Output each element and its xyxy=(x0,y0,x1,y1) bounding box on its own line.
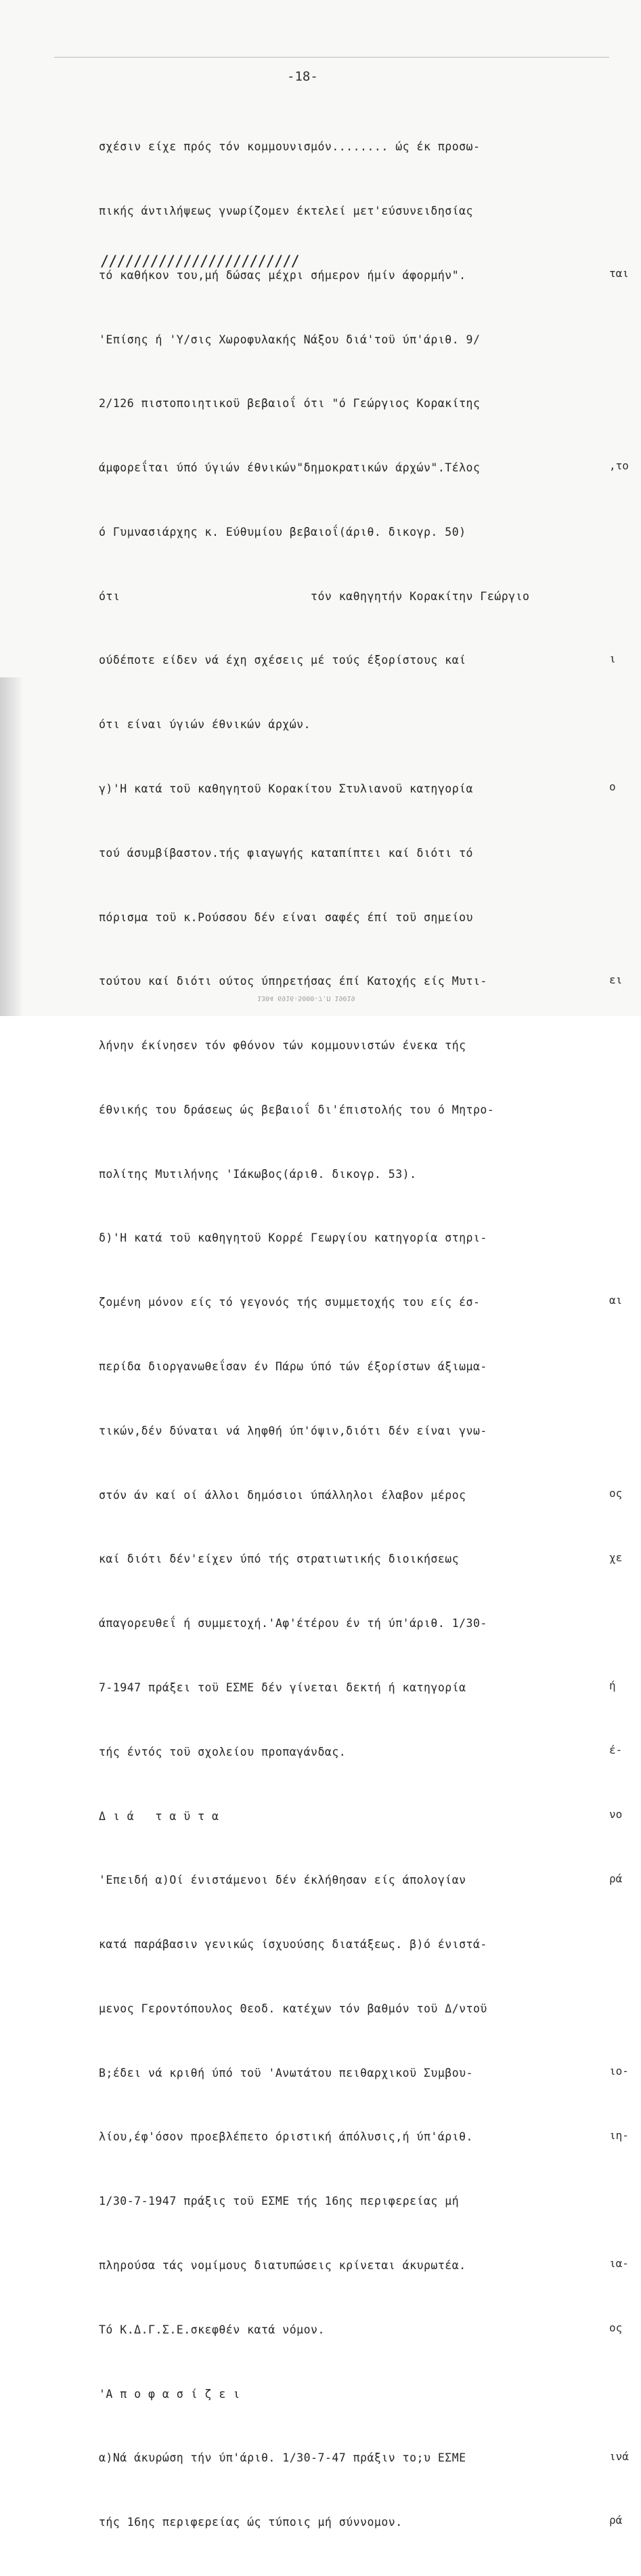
text-line: 7-1947 πράξει τοϋ ΕΣΜΕ δέν γίνεται δεκτή ή κατηγορία xyxy=(99,1681,466,1694)
margin-line xyxy=(609,1418,641,1440)
text-line: κατά παράβασιν γενικώς ίσχυούσης διατάξεως. β)ό ένιστά- xyxy=(99,1938,487,1951)
text-line: τούτου καί διότι ούτος ύπηρετήσας έπί Κατοχής είς Μυτι- xyxy=(99,975,487,988)
text-line: άπαγορευθεΐ ή συμμετοχή.'Αφ'έτέρου έν τή ύπ'άριθ. 1/30- xyxy=(99,1617,487,1630)
margin-line: ει xyxy=(609,973,623,986)
margin-line: ται xyxy=(609,266,629,280)
text-line: α)Νά άκυρώση τήν ύπ'άριθ. 1/30-7-47 πράξιν το;υ ΕΣΜΕ xyxy=(99,2451,466,2465)
text-line: τό καθήκον του,μή δώσας μέχρι σήμερον ήμίν άφορμήν". xyxy=(99,268,466,282)
margin-line xyxy=(609,841,641,862)
left-binding-shadow xyxy=(0,677,23,1016)
margin-line: ιο- xyxy=(609,2064,629,2077)
text-line: λήνην έκίνησεν τόν φθόνον τών κομμουνιστών ένεκα τής xyxy=(99,1039,466,1053)
margin-line xyxy=(609,584,641,606)
page-number: -18- xyxy=(287,69,318,84)
margin-line xyxy=(609,712,641,734)
margin-line xyxy=(609,1996,641,2018)
text-line: ζομένη μόνον είς τό γεγονός τής συμμετοχής του είς έσ- xyxy=(99,1296,481,1309)
margin-line xyxy=(609,1611,641,1632)
margin-line xyxy=(609,327,641,349)
margin-line xyxy=(609,1932,641,1954)
margin-line: ο xyxy=(609,780,616,794)
margin-line: χε xyxy=(609,1550,623,1564)
footer-print-mark: 1304 6916-5000-7.Π 19019 xyxy=(257,994,355,1002)
text-line: ότι τόν καθηγητήν Κορακίτην Γεώργιο xyxy=(99,589,530,603)
text-line: 1/30-7-1947 πράξις τοϋ ΕΣΜΕ τής 16ης περιφερείας μή xyxy=(99,2195,460,2208)
text-line: Τό Κ.Δ.Γ.Σ.Ε.σκεφθέν κατά νόμον. xyxy=(99,2323,325,2336)
margin-line xyxy=(609,198,641,220)
margin-line: ή xyxy=(609,1679,616,1693)
margin-line xyxy=(609,1162,641,1183)
text-line: πληρούσα τάς νομίμους διατυπώσεις κρίνεται άκυρωτέα. xyxy=(99,2258,466,2272)
text-line: πόρισμα τοϋ κ.Ρούσσου δέν είναι σαφές έπί τοϋ σημείου xyxy=(99,910,473,924)
text-line: καί διότι δέν'είχεν ύπό τής στρατιωτικής διοικήσεως xyxy=(99,1553,460,1566)
margin-line: ,το xyxy=(609,459,629,473)
text-line: έθνικής του δράσεως ώς βεβαιοΐ δι'έπιστολής του ό Μητρο- xyxy=(99,1103,495,1116)
margin-line: αι xyxy=(609,1294,623,1307)
top-divider xyxy=(54,57,609,58)
margin-line: ος xyxy=(609,2321,623,2334)
text-line: σχέσιν είχε πρός τόν κομμουνισμόν........ ώς έκ προσω- xyxy=(99,140,481,154)
text-line: 'Επειδή α)Οί ένιστάμενοι δέν έκλήθησαν είς άπολογίαν xyxy=(99,1874,466,1887)
margin-line: ος xyxy=(609,1486,623,1500)
text-line: ούδέποτε είδεν νά έχη σχέσεις μέ τούς έξορίστους καί xyxy=(99,654,466,667)
margin-line xyxy=(609,905,641,927)
text-line: 'Α π ο φ α σ ί ζ ε ι xyxy=(99,2387,240,2401)
margin-line: ια- xyxy=(609,2257,629,2271)
text-line: 2/126 πιστοποιητικοϋ βεβαιοΐ ότι "ό Γεώργιος Κορακίτης xyxy=(99,397,481,410)
text-line: άμφορεΐται ύπό ύγιών έθνικών"δημοκρατικών άρχών".Τέλος xyxy=(99,461,481,475)
text-line: ό Γυμνασιάρχης κ. Εύθυμίου βεβαιοΐ(άριθ. δικογρ. 50) xyxy=(99,525,466,539)
right-margin-cut-text xyxy=(609,156,641,2574)
margin-line xyxy=(609,2382,641,2403)
margin-line xyxy=(609,392,641,413)
text-line: 'Επίσης ή 'Υ/σις Χωροφυλακής Νάξου διά'τοϋ ύπ'άριθ. 9/ xyxy=(99,333,481,346)
text-line: πικής άντιλήψεως γνωρίζομεν έκτελεί μετ'εύσυνειδησίας xyxy=(99,204,473,217)
margin-line: ι xyxy=(609,652,616,665)
margin-line: νο xyxy=(609,1807,623,1821)
margin-line xyxy=(609,2189,641,2210)
text-line: μενος Γεροντόπουλος Θεοδ. κατέχων τόν βαθμόν τοϋ Δ/ντοϋ xyxy=(99,2002,487,2015)
margin-line xyxy=(609,1226,641,1248)
margin-line: ρά xyxy=(609,1872,623,1885)
margin-line: ιη- xyxy=(609,2128,629,2142)
text-line: στόν άν καί οί άλλοι δημόσιοι ύπάλληλοι έλαβον μέρος xyxy=(99,1488,466,1502)
text-line: τής έντός τοϋ σχολείου προπαγάνδας. xyxy=(99,1745,347,1758)
struck-out-text: //////////////////////// xyxy=(100,253,299,270)
margin-line xyxy=(609,520,641,541)
text-line: περίδα διοργανωθεΐσαν έν Πάρω ύπό τών έξορίστων άξιωμα- xyxy=(99,1360,487,1374)
text-line: τής 16ης περιφερείας ώς τύποις μή σύννομον. xyxy=(99,2516,403,2529)
margin-line xyxy=(609,1033,641,1055)
text-line: Β;έδει νά κριθή ύπό τοϋ 'Ανωτάτου πειθαρχικοϋ Συμβου- xyxy=(99,2066,473,2079)
text-line: ότι είναι ύγιών έθνικών άρχών. xyxy=(99,718,311,732)
text-line: λίου,έφ'όσον προεβλέπετο όριστική άπόλυσις,ή ύπ'άριθ. xyxy=(99,2130,473,2144)
text-line: γ)'Η κατά τοϋ καθηγητοϋ Κορακίτου Στυλιανοϋ κατηγορία xyxy=(99,782,473,795)
margin-line: έ- xyxy=(609,1743,623,1756)
margin-line xyxy=(609,1354,641,1376)
text-line: Δ ι ά τ α ϋ τ α xyxy=(99,1809,219,1823)
text-line: τού άσυμβίβαστον.τής φιαγωγής καταπίπτει καί διότι τό xyxy=(99,846,473,860)
margin-line xyxy=(609,1097,641,1119)
text-line: δ)'Η κατά τοϋ καθηγητοϋ Κορρέ Γεωργίου κατηγορία στηρι- xyxy=(99,1231,487,1245)
text-line: πολίτης Μυτιλήνης 'Ιάκωβος(άριθ. δικογρ. 53). xyxy=(99,1167,417,1181)
margin-line: ινά xyxy=(609,2449,629,2463)
text-line: τικών,δέν δύναται νά ληφθή ύπ'όψιν,διότι δέν είναι γνω- xyxy=(99,1424,487,1437)
margin-line: ρά xyxy=(609,2514,623,2527)
document-body xyxy=(99,93,613,2576)
